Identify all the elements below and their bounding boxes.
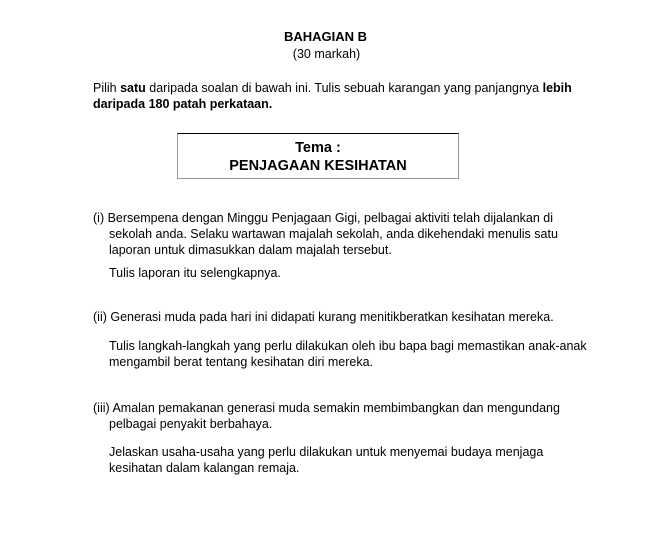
instruction-text: Pilih [93,81,121,95]
theme-label: Tema : [295,140,341,156]
question-line: pelbagai penyakit berbahaya. [109,417,273,431]
instruction-text: daripada soalan di bawah ini. Tulis sebuah karangan yang panjangnya [145,81,543,95]
task-line: Tulis langkah-langkah yang perlu dilakukan oleh ibu bapa bagi memastikan anak-anak [109,339,587,353]
task-line: Tulis laporan itu selengkapnya. [109,266,281,280]
question-3-task [109,444,589,476]
task-line: kesihatan dalam kalangan remaja. [109,461,300,475]
task-line: Jelaskan usaha-usaha yang perlu dilakukan untuk menyemai budaya menjaga [109,445,544,459]
question-line: (iii) Amalan pemakanan generasi muda semakin membimbangkan dan mengundang [93,401,560,415]
question-line: (i) Bersempena dengan Minggu Penjagaan Gigi, pelbagai aktiviti telah dijalankan di [93,211,554,225]
task-line: mengambil berat tentang kesihatan diri mereka. [109,355,374,369]
section-marks: (30 markah) [292,47,361,61]
theme-box [177,133,459,179]
question-line: laporan untuk dimasukkan dalam majalah tersebut. [109,243,392,257]
instruction-bold-word-count: lebih daripada 180 patah perkataan. [93,81,572,111]
section-title: BAHAGIAN B [283,29,368,44]
question-2-prompt [93,309,573,325]
question-line: sekolah anda. Selaku wartawan majalah sekolah, anda dikehendaki menulis satu [109,227,558,241]
instruction-bold-satu: satu [120,81,146,95]
question-3-prompt [93,400,573,432]
question-line: (ii) Generasi muda pada hari ini didapati kurang menitikberatkan kesihatan mereka. [93,310,554,324]
question-1-prompt [93,210,573,258]
theme-value: PENJAGAAN KESIHATAN [229,158,407,174]
question-1-task [109,265,589,281]
question-2-task [109,338,589,370]
instructions [93,80,578,112]
